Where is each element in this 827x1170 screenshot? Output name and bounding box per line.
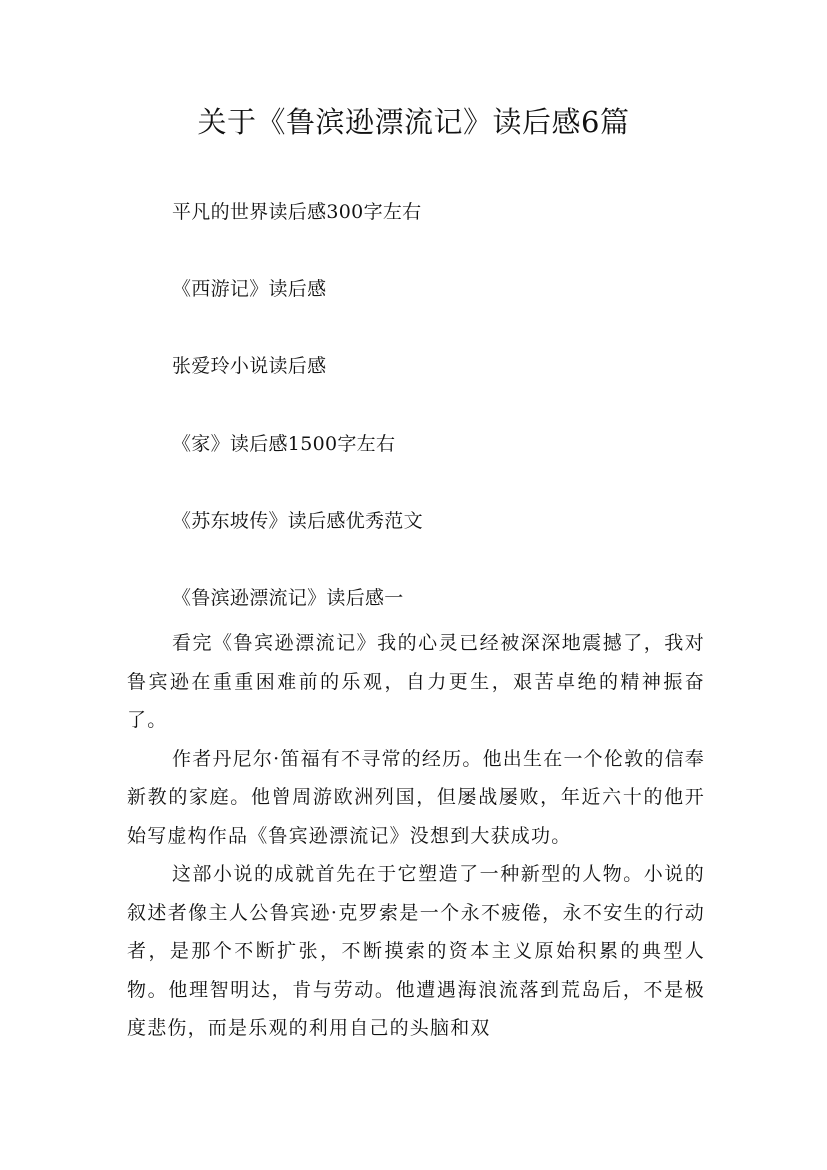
article-body [127, 624, 705, 1048]
document-title: 关于《鲁滨逊漂流记》读后感6篇 [197, 105, 630, 139]
related-link-2[interactable]: 《西游记》读后感 [172, 278, 327, 300]
related-link-3[interactable]: 张爱玲小说读后感 [172, 355, 327, 377]
related-link-4[interactable]: 《家》读后感1500字左右 [172, 433, 396, 455]
related-link-1[interactable]: 平凡的世界读后感300字左右 [172, 201, 422, 223]
paragraph-2: 作者丹尼尔·笛福有不寻常的经历。他出生在一个伦敦的信奉新教的家庭。他曾周游欧洲列国，但屡战屡败，年近六十的他开始写虚构作品《鲁宾逊漂流记》没想到大获成功。 [127, 747, 705, 847]
related-link-5[interactable]: 《苏东坡传》读后感优秀范文 [172, 510, 423, 532]
paragraph-3: 这部小说的成就首先在于它塑造了一种新型的人物。小说的叙述者像主人公鲁宾逊·克罗索是一个永不疲倦，永不安生的行动者，是那个不断扩张，不断摸索的资本主义原始积累的典型人物。他理智明达，肯与劳动。他遭遇海浪流落到荒岛后，不是极度悲伤，而是乐观的利用自己的头脑和双 [127, 863, 705, 1039]
paragraph-1: 看完《鲁宾逊漂流记》我的心灵已经被深深地震撼了，我对鲁宾逊在重重困难前的乐观，自力更生，艰苦卓绝的精神振奋了。 [127, 632, 705, 731]
section-heading: 《鲁滨逊漂流记》读后感一 [172, 587, 404, 609]
